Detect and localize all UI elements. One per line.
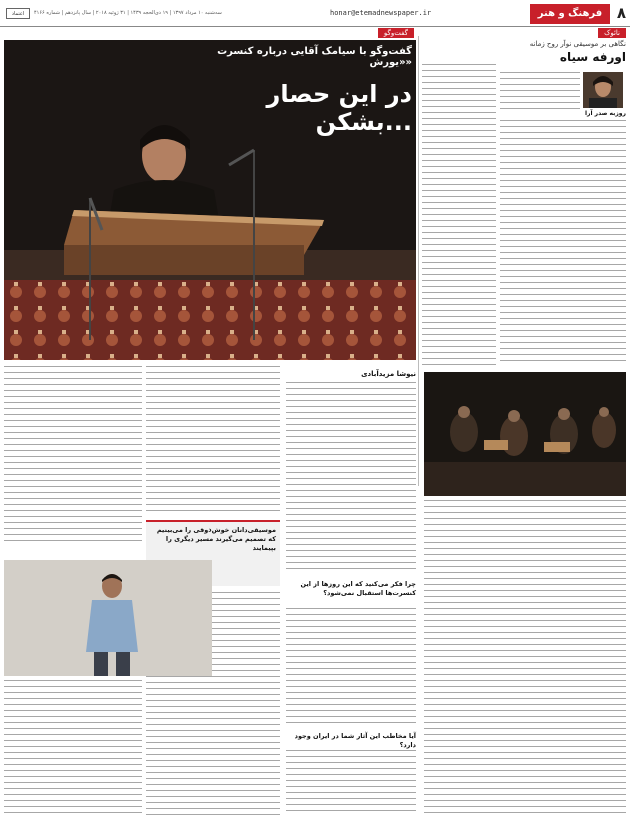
right-article-body-3 xyxy=(422,64,496,366)
section-badge: فرهنگ و هنر xyxy=(530,4,610,24)
author-portrait-icon xyxy=(583,72,623,108)
portrait-photo xyxy=(4,560,212,676)
newspaper-logo: اعتماد xyxy=(6,8,30,19)
interview-body-1 xyxy=(286,382,416,572)
question-headline-a: چرا فکر می‌کنید که این روزها از این کنسرت‌ها استقبال نمی‌شود؟ xyxy=(300,580,416,597)
interview-body-5 xyxy=(286,750,416,816)
right-article-kicker: نگاهی بر موسیقی نوآر روح زمانه xyxy=(529,40,626,48)
header-date-line: سه‌شنبه ۱۰ مرداد ۱۳۹۷ | ۱۹ ذی‌الحجه ۱۴۳۹ | ۳۱ ژوئیه ۲۰۱۸ | سال پانزدهم | شماره ۴۱۶۶ xyxy=(34,10,222,16)
author-photo xyxy=(583,72,623,108)
interview-body-7 xyxy=(4,680,142,816)
right-article-title: اورفه سیاه xyxy=(559,50,626,64)
right-article-body-2 xyxy=(500,120,626,366)
standing-man-photo xyxy=(4,560,212,676)
top-story-label-bar xyxy=(4,28,416,38)
page-number: ۸ xyxy=(616,4,626,22)
interview-body-3 xyxy=(4,366,142,546)
right-article-author: روزبه صدر آرا xyxy=(585,110,626,117)
byline: نیوشا مزیدآبادی xyxy=(361,370,416,378)
headline-kicker: گفت‌وگو با سیامک آقایی درباره کنسرت «یورش» xyxy=(217,46,412,68)
question-headline-b: آیا مخاطب این آثار شما در ایران وجود دارد؟ xyxy=(294,732,416,749)
header-email[interactable]: honar@etemadnewspaper.ir xyxy=(330,9,432,17)
right-column-label: نائوک xyxy=(598,28,626,38)
right-article-body-1 xyxy=(500,72,580,112)
headline: در این حصار بشکن... xyxy=(266,80,412,136)
interview-body-2 xyxy=(146,366,280,516)
header-divider xyxy=(0,26,630,27)
orchestra-stage-photo xyxy=(424,372,626,496)
interview-body-4 xyxy=(286,608,416,728)
right-column-label-bar xyxy=(420,28,630,38)
right-article-body-4 xyxy=(424,500,626,816)
column-divider xyxy=(418,36,419,486)
top-story-label: گفت‌وگو xyxy=(378,28,414,38)
band-photo xyxy=(424,372,626,496)
page-header xyxy=(0,0,630,28)
pullquote-text: موسیقی‌دانان خوش‌ذوقی را می‌بینیم که تصمیم می‌گیرند مسیر دیگری را بپیمایند xyxy=(156,526,276,552)
